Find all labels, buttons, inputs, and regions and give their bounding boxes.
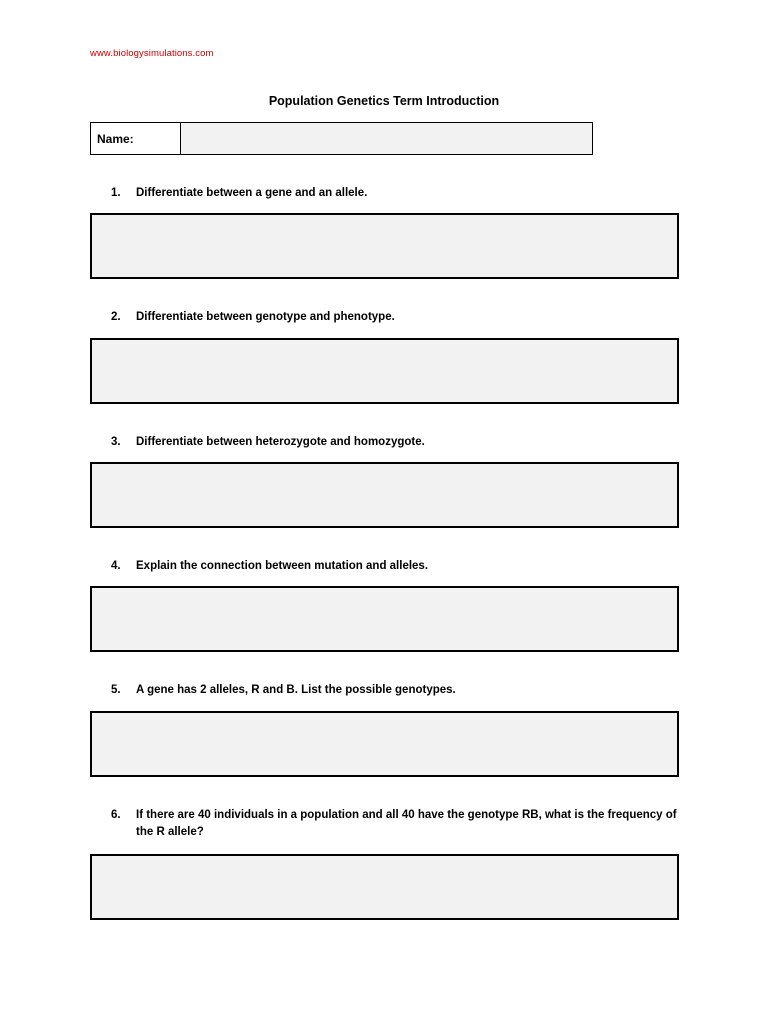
question-text: If there are 40 individuals in a population and all 40 have the genotype RB, what is the frequency of the R allele? — [136, 809, 677, 838]
name-input[interactable] — [181, 123, 592, 154]
answer-box-3[interactable] — [90, 462, 679, 528]
site-link[interactable]: www.biologysimulations.com — [90, 48, 214, 59]
question-4 — [111, 558, 681, 575]
answer-box-5[interactable] — [90, 711, 679, 777]
question-5 — [111, 682, 681, 699]
answer-box-1[interactable] — [90, 213, 679, 279]
question-text: A gene has 2 alleles, R and B. List the possible genotypes. — [136, 684, 456, 696]
question-number: 1. — [111, 187, 121, 199]
name-table — [90, 122, 593, 155]
question-number: 3. — [111, 436, 121, 448]
answer-box-6[interactable] — [90, 854, 679, 920]
question-number: 2. — [111, 311, 121, 323]
question-text: Differentiate between heterozygote and homozygote. — [136, 436, 425, 448]
question-number: 6. — [111, 809, 121, 821]
question-3 — [111, 434, 681, 451]
question-text: Differentiate between a gene and an allele. — [136, 187, 368, 199]
question-number: 5. — [111, 684, 121, 696]
answer-box-2[interactable] — [90, 338, 679, 404]
question-text: Explain the connection between mutation and alleles. — [136, 560, 429, 572]
question-2 — [111, 309, 681, 326]
question-text: Differentiate between genotype and phenotype. — [136, 311, 395, 323]
question-1 — [111, 185, 681, 202]
name-label: Name: — [91, 123, 181, 154]
question-number: 4. — [111, 560, 121, 572]
question-6 — [111, 807, 681, 841]
answer-box-4[interactable] — [90, 586, 679, 652]
page-title: Population Genetics Term Introduction — [268, 94, 500, 108]
